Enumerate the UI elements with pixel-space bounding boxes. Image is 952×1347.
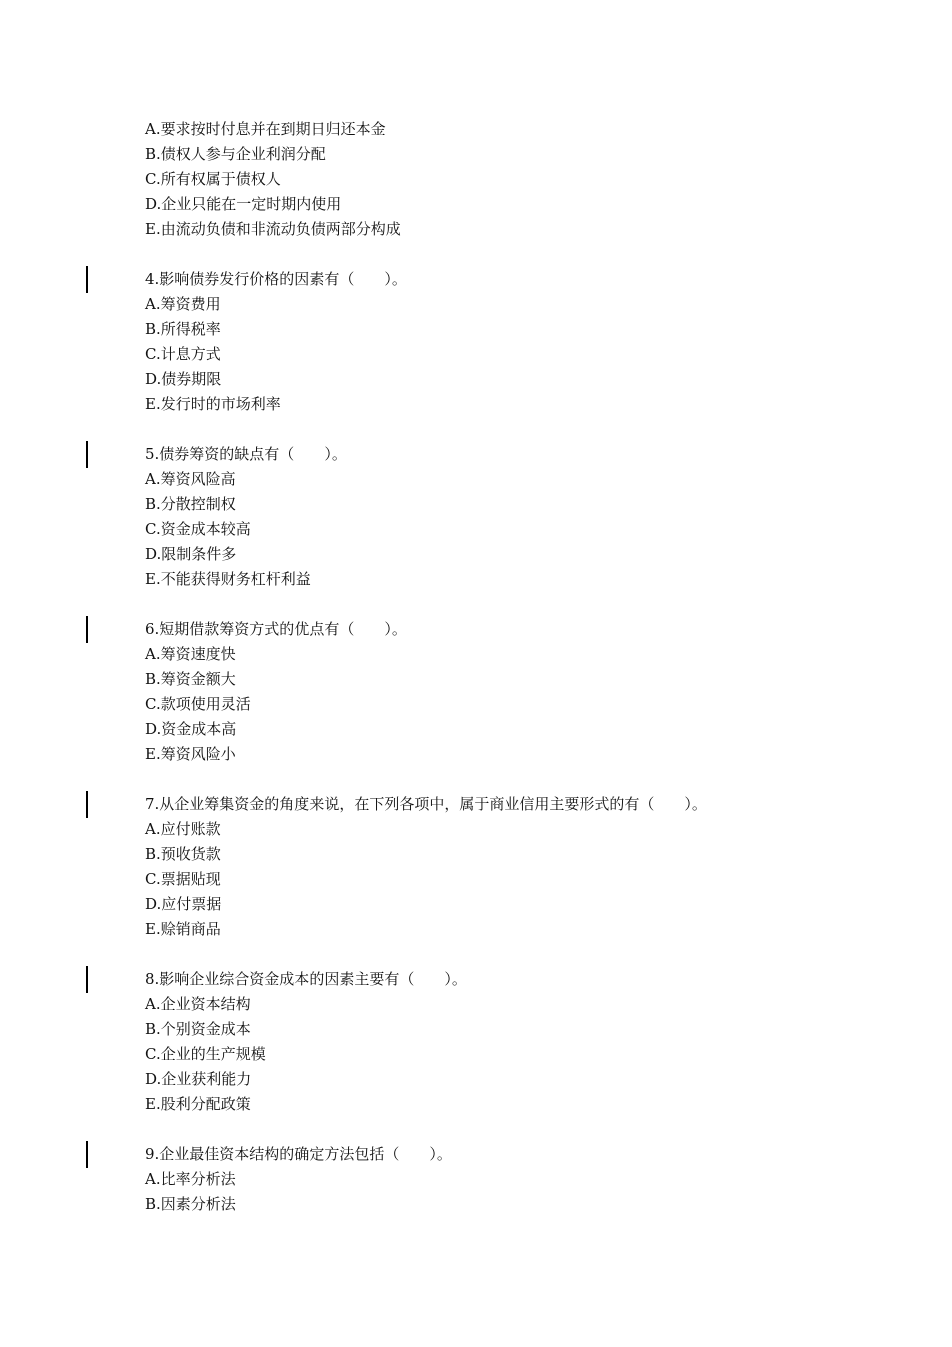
margin-change-bar <box>86 441 88 468</box>
option-a: A.企业资本结构 <box>145 995 251 1013</box>
question-8 <box>145 967 905 1117</box>
option-a: A.要求按时付息并在到期日归还本金 <box>145 120 386 138</box>
option-d: D.限制条件多 <box>145 545 237 563</box>
question-stem: 4.影响债券发行价格的因素有（ ）。 <box>145 270 407 288</box>
margin-change-bar <box>86 791 88 818</box>
option-c: C.所有权属于债权人 <box>145 170 281 188</box>
option-a: A.比率分析法 <box>145 1170 236 1188</box>
option-a: A.筹资速度快 <box>145 645 236 663</box>
option-b: B.预收货款 <box>145 845 221 863</box>
question-stem: 7.从企业筹集资金的角度来说，在下列各项中，属于商业信用主要形式的有（ ）。 <box>145 795 707 813</box>
option-c: C.企业的生产规模 <box>145 1045 266 1063</box>
option-e: E.发行时的市场利率 <box>145 395 281 413</box>
option-b: B.因素分析法 <box>145 1195 236 1213</box>
option-e: E.赊销商品 <box>145 920 221 938</box>
margin-change-bar <box>86 616 88 643</box>
option-d: D.企业只能在一定时期内使用 <box>145 195 342 213</box>
question-4 <box>145 267 905 417</box>
option-c: C.款项使用灵活 <box>145 695 251 713</box>
option-b: B.所得税率 <box>145 320 221 338</box>
option-e: E.股利分配政策 <box>145 1095 251 1113</box>
option-a: A.应付账款 <box>145 820 221 838</box>
option-a: A.筹资费用 <box>145 295 221 313</box>
question-stem: 6.短期借款筹资方式的优点有（ ）。 <box>145 620 407 638</box>
option-b: B.分散控制权 <box>145 495 236 513</box>
option-c: C.资金成本较高 <box>145 520 251 538</box>
option-d: D.资金成本高 <box>145 720 237 738</box>
margin-change-bar <box>86 966 88 993</box>
option-c: C.票据贴现 <box>145 870 221 888</box>
question-6 <box>145 617 905 767</box>
question-5 <box>145 442 905 592</box>
question-7 <box>145 792 905 942</box>
question-9 <box>145 1142 905 1217</box>
question-stem: 5.债券筹资的缺点有（ ）。 <box>145 445 347 463</box>
option-d: D.企业获利能力 <box>145 1070 252 1088</box>
option-e: E.由流动负债和非流动负债两部分构成 <box>145 220 401 238</box>
option-e: E.筹资风险小 <box>145 745 236 763</box>
continued-options <box>145 117 905 242</box>
question-stem: 9.企业最佳资本结构的确定方法包括（ ）。 <box>145 1145 452 1163</box>
question-stem: 8.影响企业综合资金成本的因素主要有（ ）。 <box>145 970 467 988</box>
option-b: B.个别资金成本 <box>145 1020 251 1038</box>
option-a: A.筹资风险高 <box>145 470 236 488</box>
option-d: D.债券期限 <box>145 370 222 388</box>
option-b: B.债权人参与企业利润分配 <box>145 145 326 163</box>
option-c: C.计息方式 <box>145 345 221 363</box>
option-d: D.应付票据 <box>145 895 222 913</box>
question-list <box>145 117 905 1217</box>
option-b: B.筹资金额大 <box>145 670 236 688</box>
option-e: E.不能获得财务杠杆利益 <box>145 570 311 588</box>
margin-change-bar <box>86 266 88 293</box>
margin-change-bar <box>86 1141 88 1168</box>
